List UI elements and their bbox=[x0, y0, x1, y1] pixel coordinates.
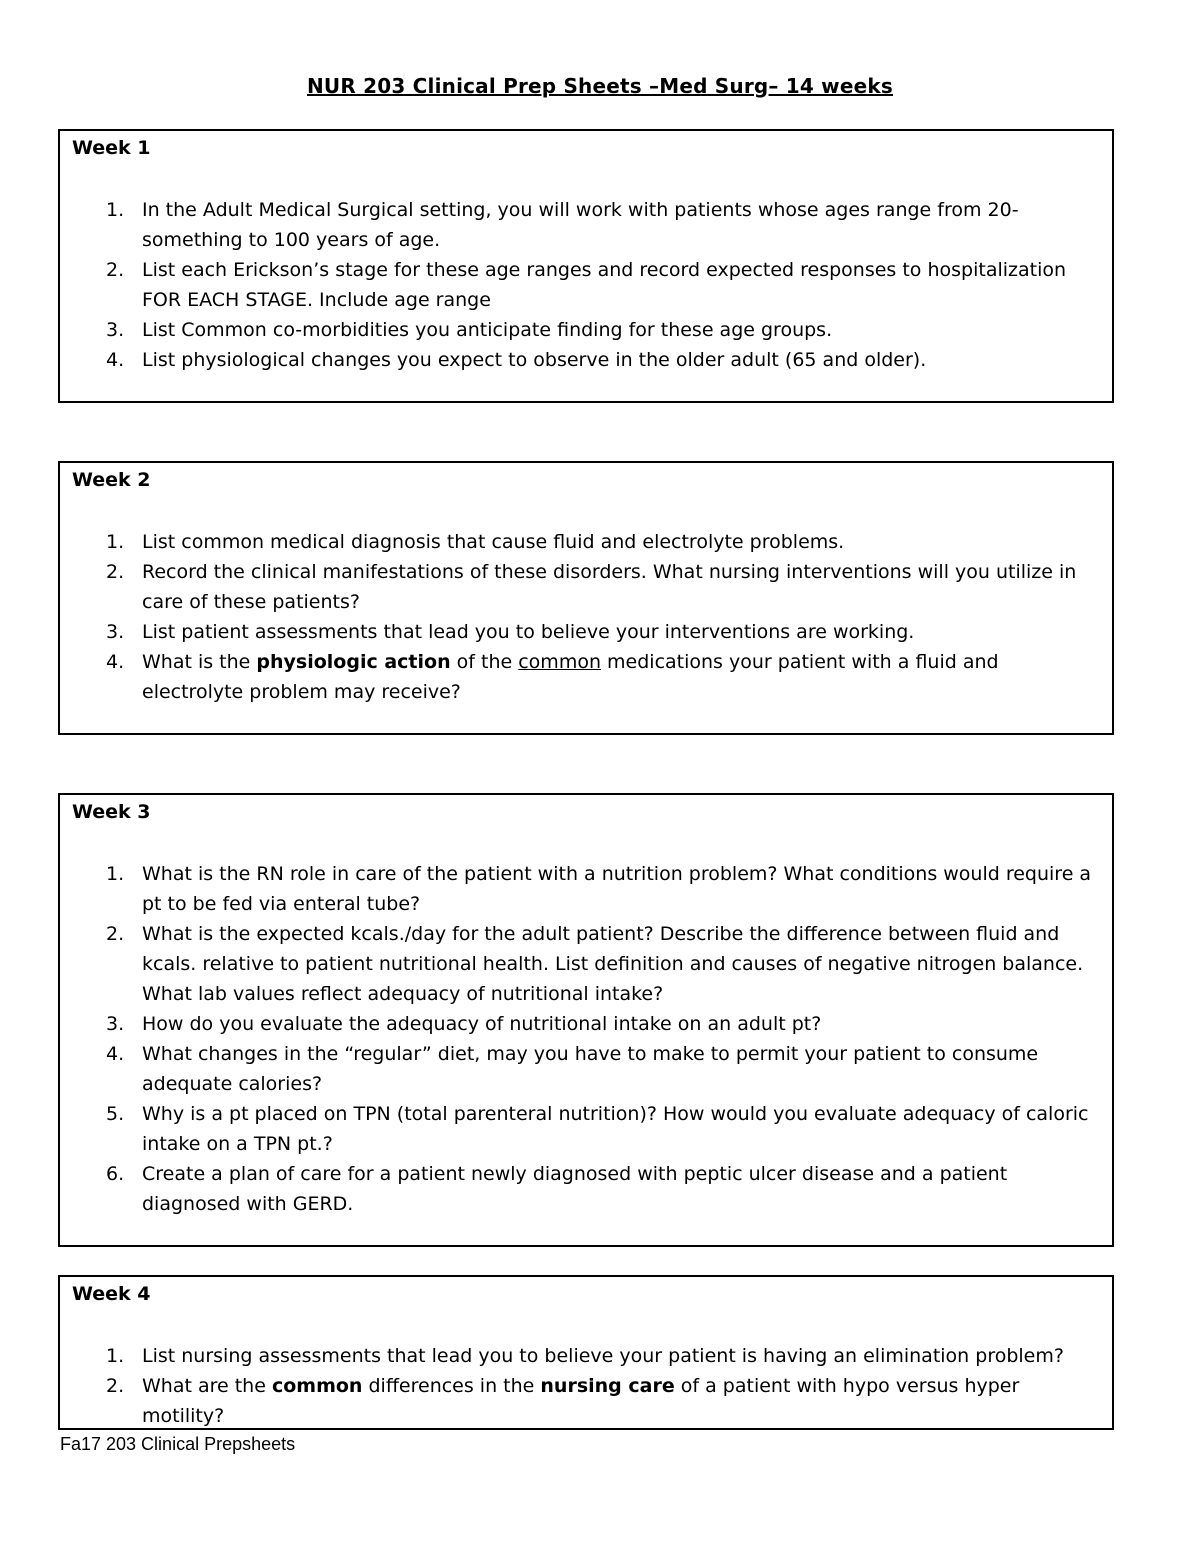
item-text: What are the bbox=[142, 1375, 272, 1397]
week-4-list bbox=[60, 1341, 1112, 1431]
item-text: What is the expected kcals./day for the adult patient? Describe the difference between fluid and kcals. relative to patient nutritional health. List definition and causes of negative nitrogen balance. What lab values reflect adequacy of nutritional intake? bbox=[142, 923, 1084, 1005]
list-item bbox=[60, 527, 1112, 557]
item-number: 4. bbox=[106, 1043, 125, 1065]
bold-text: common bbox=[271, 1375, 363, 1397]
item-text: of a patient with hypo versus hyper motility? bbox=[142, 1375, 1020, 1427]
week-2-title: Week 2 bbox=[72, 469, 151, 491]
page-footer: Fa17 203 Clinical Prepsheets bbox=[60, 1434, 296, 1454]
item-number: 1. bbox=[106, 199, 125, 221]
item-number: 2. bbox=[106, 561, 125, 583]
item-text: List each Erickson’s stage for these age ranges and record expected responses to hospitalization FOR EACH STAGE. Include age range bbox=[142, 259, 1067, 311]
item-text: List physiological changes you expect to observe in the older adult (65 and older). bbox=[142, 349, 927, 371]
item-number: 1. bbox=[106, 1345, 125, 1367]
item-text: What changes in the “regular” diet, may you have to make to permit your patient to consume adequate calories? bbox=[142, 1043, 1039, 1095]
item-text: What is the RN role in care of the patient with a nutrition problem? What conditions would require a pt to be fed via enteral tube? bbox=[142, 863, 1092, 915]
list-item bbox=[60, 1341, 1112, 1371]
item-text: List patient assessments that lead you to believe your interventions are working. bbox=[142, 621, 915, 643]
list-item bbox=[60, 195, 1112, 255]
item-number: 3. bbox=[106, 319, 125, 341]
list-item bbox=[60, 647, 1112, 707]
bold-text: nursing care bbox=[540, 1375, 675, 1397]
list-item bbox=[60, 557, 1112, 617]
week-2-box bbox=[58, 461, 1114, 735]
item-text: of the bbox=[450, 651, 519, 673]
item-number: 2. bbox=[106, 1375, 125, 1397]
week-4-box bbox=[58, 1275, 1114, 1430]
item-text: differences in the bbox=[362, 1375, 541, 1397]
item-text: What is the bbox=[142, 651, 257, 673]
list-item bbox=[60, 1009, 1112, 1039]
item-number: 4. bbox=[106, 651, 125, 673]
item-number: 3. bbox=[106, 1013, 125, 1035]
week-1-list bbox=[60, 195, 1112, 375]
document-title: NUR 203 Clinical Prep Sheets –Med Surg– 14 weeks bbox=[306, 74, 893, 98]
item-number: 3. bbox=[106, 621, 125, 643]
item-text: List Common co-morbidities you anticipate finding for these age groups. bbox=[142, 319, 833, 341]
list-item bbox=[60, 919, 1112, 1009]
week-1-title: Week 1 bbox=[72, 137, 151, 159]
item-number: 2. bbox=[106, 923, 125, 945]
week-4-title: Week 4 bbox=[72, 1283, 151, 1305]
item-number: 5. bbox=[106, 1103, 125, 1125]
item-number: 1. bbox=[106, 863, 125, 885]
bold-text: physiologic action bbox=[256, 651, 451, 673]
item-text: Record the clinical manifestations of these disorders. What nursing interventions will you utilize in care of these patients? bbox=[142, 561, 1077, 613]
week-1-box bbox=[58, 129, 1114, 403]
underlined-text: common bbox=[518, 651, 601, 673]
week-3-title: Week 3 bbox=[72, 801, 151, 823]
item-text: medications your patient with a fluid and electrolyte problem may receive? bbox=[142, 651, 999, 703]
week-2-list bbox=[60, 527, 1112, 707]
list-item bbox=[60, 255, 1112, 315]
item-number: 6. bbox=[106, 1163, 125, 1185]
item-number: 2. bbox=[106, 259, 125, 281]
list-item bbox=[60, 345, 1112, 375]
list-item bbox=[60, 1159, 1112, 1219]
item-number: 4. bbox=[106, 349, 125, 371]
week-3-box bbox=[58, 793, 1114, 1247]
item-text: How do you evaluate the adequacy of nutritional intake on an adult pt? bbox=[142, 1013, 822, 1035]
list-item bbox=[60, 1099, 1112, 1159]
item-text: Create a plan of care for a patient newly diagnosed with peptic ulcer disease and a patient diagnosed with GERD. bbox=[142, 1163, 1008, 1215]
item-text: List nursing assessments that lead you to believe your patient is having an elimination problem? bbox=[142, 1345, 1064, 1367]
list-item bbox=[60, 1039, 1112, 1099]
list-item bbox=[60, 617, 1112, 647]
item-text: Why is a pt placed on TPN (total parenteral nutrition)? How would you evaluate adequacy of caloric intake on a TPN pt.? bbox=[142, 1103, 1089, 1155]
item-text: List common medical diagnosis that cause fluid and electrolyte problems. bbox=[142, 531, 845, 553]
list-item bbox=[60, 315, 1112, 345]
item-text: In the Adult Medical Surgical setting, you will work with patients whose ages range from 20-something to 100 years of age. bbox=[142, 199, 1019, 251]
week-3-list bbox=[60, 859, 1112, 1219]
list-item bbox=[60, 1371, 1112, 1431]
list-item bbox=[60, 859, 1112, 919]
item-number: 1. bbox=[106, 531, 125, 553]
